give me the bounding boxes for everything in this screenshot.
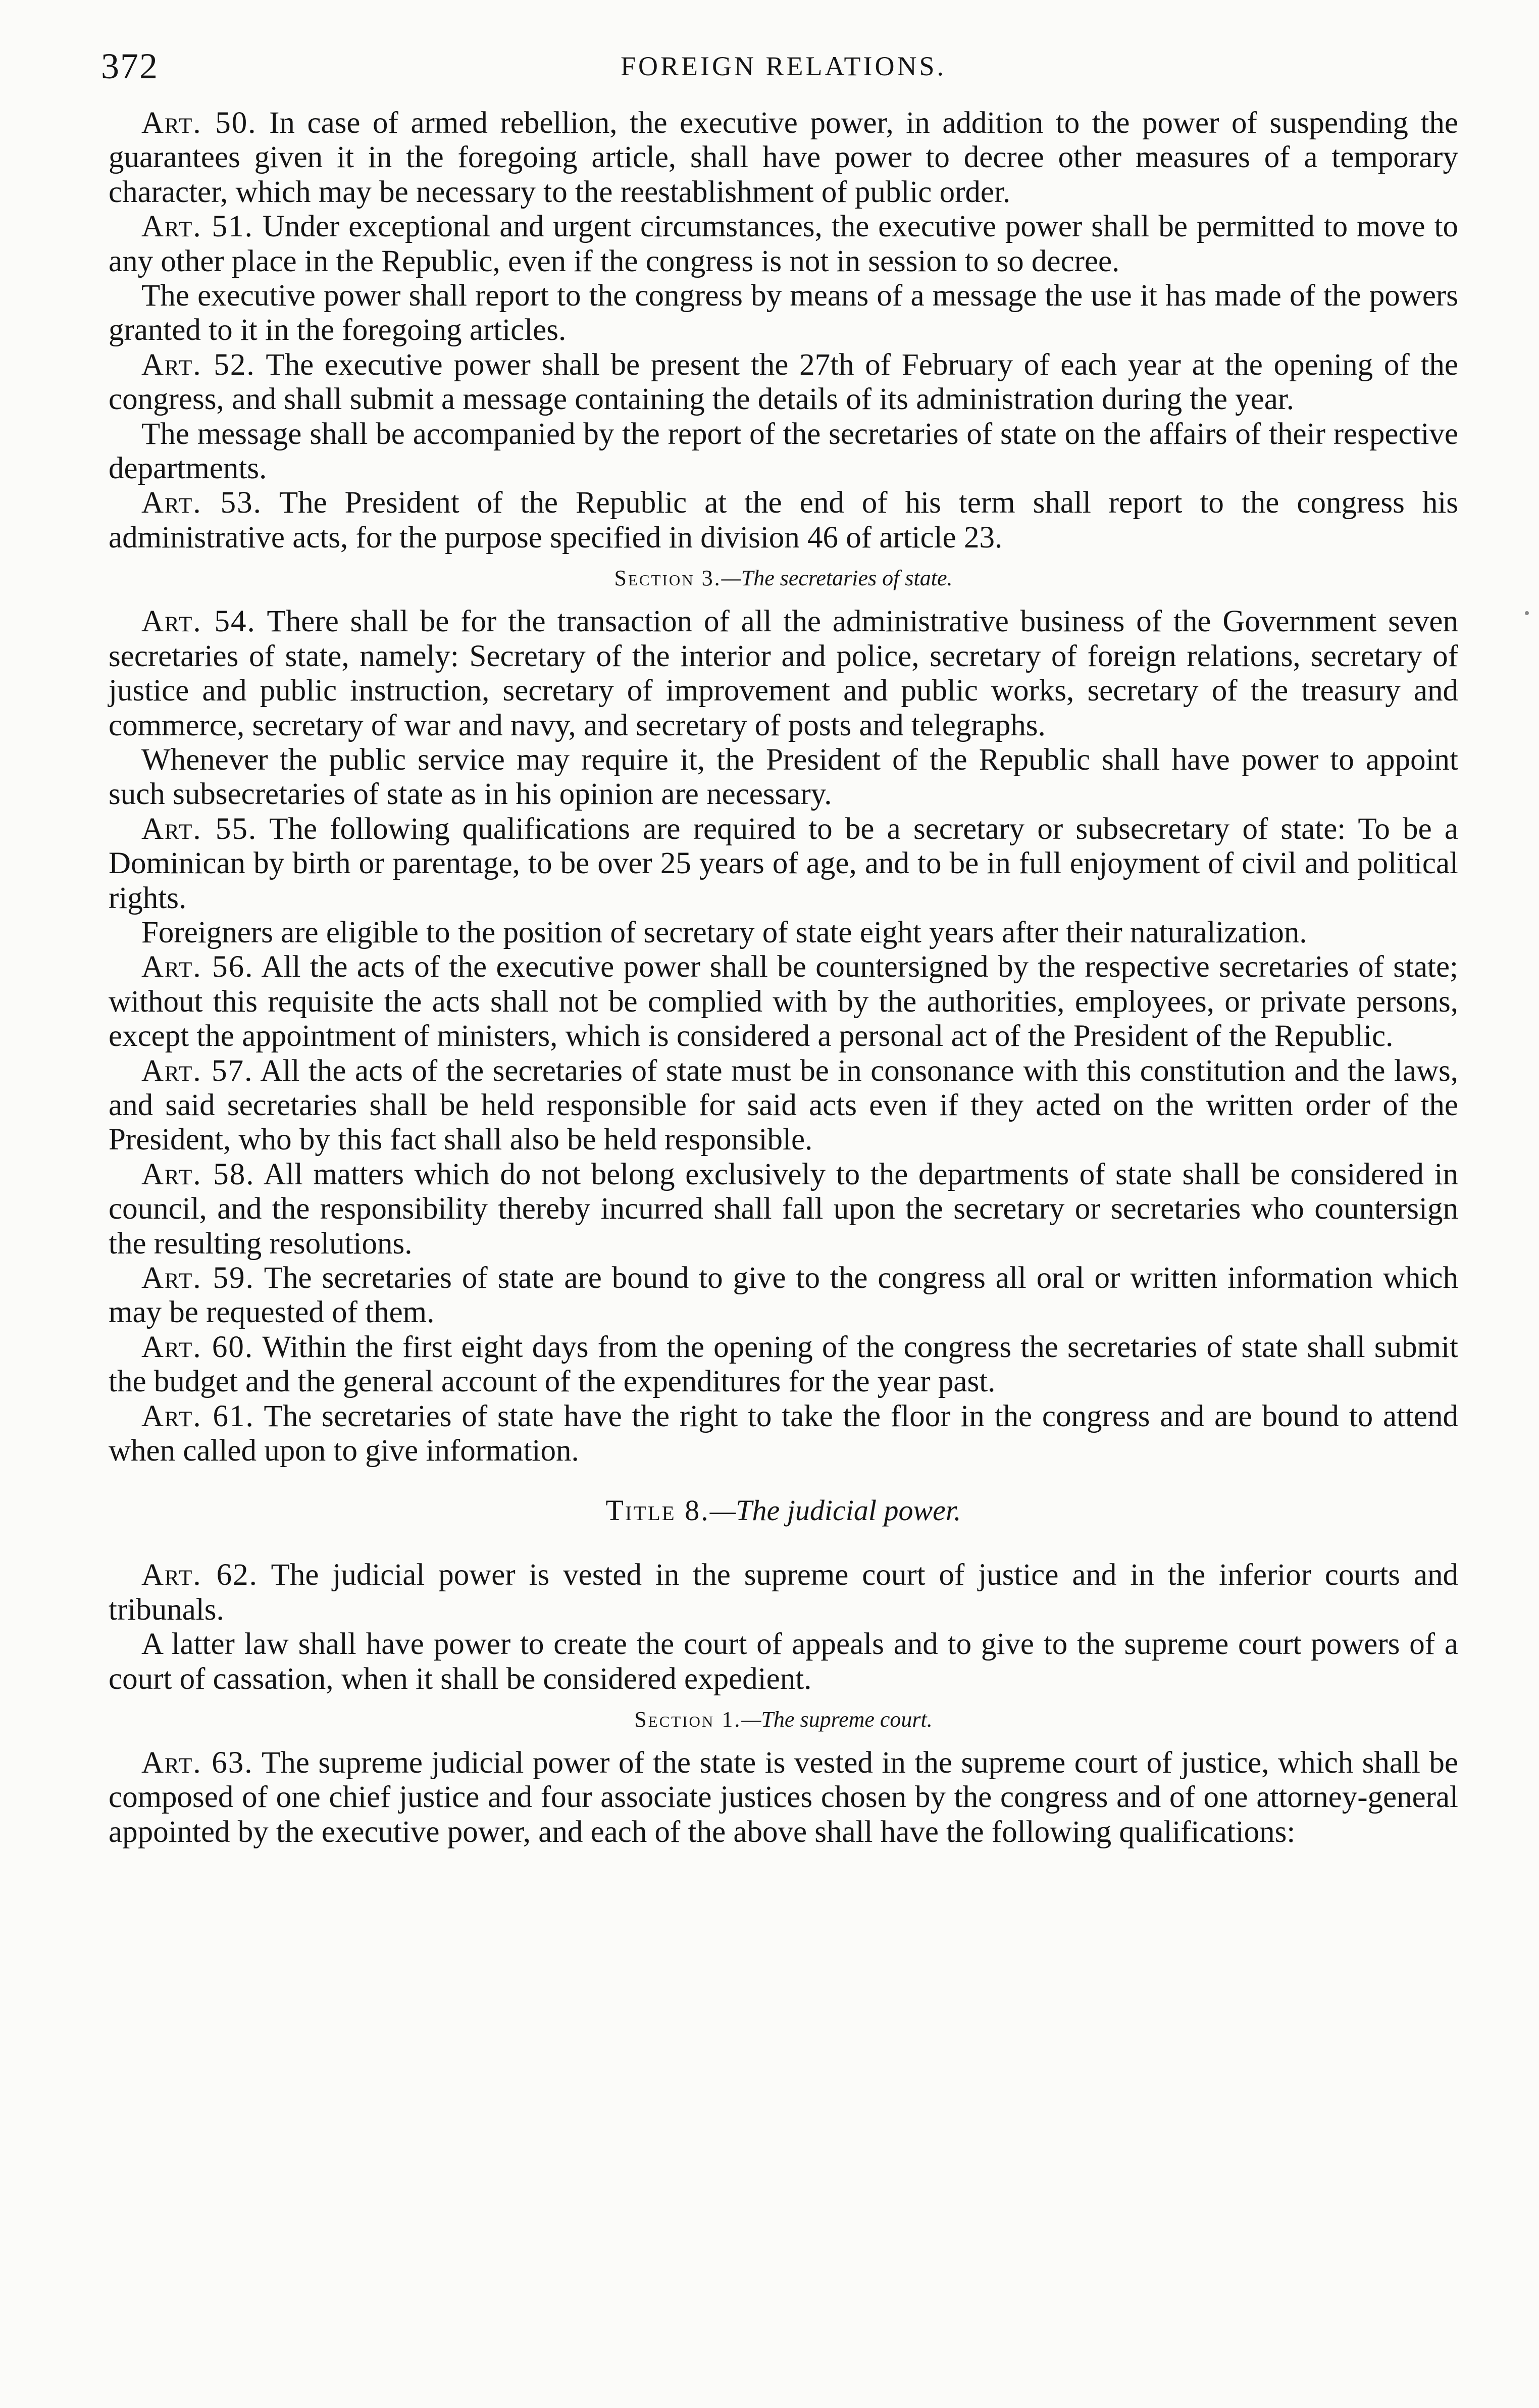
paragraph-text: A latter law shall have power to create the court of appeals and to give to the supreme court powers of a court of cassation, when it shall be considered expedient. xyxy=(109,1627,1458,1696)
section-name: —The supreme court. xyxy=(741,1707,933,1732)
article-label: Art. 61. xyxy=(141,1399,254,1433)
paragraph-art-53 xyxy=(109,486,1458,555)
paragraph-text: The secretaries of state are bound to give to the congress all oral or written information which may be requested of them. xyxy=(109,1261,1458,1330)
paragraph-text: Under exceptional and urgent circumstances, the executive power shall be permitted to move to any other place in the Republic, even if the congress is not in session to so decree. xyxy=(109,210,1458,278)
page-header xyxy=(101,45,1458,106)
paragraph-text: There shall be for the transaction of all the administrative business of the Government seven secretaries of state, namely: Secretary of the interior and police, secretary of foreign relations, secretary of justice and public instruction, secretary of improvement and public works, secretary of the treasury and commerce, secretary of war and navy, and secretary of posts and telegraphs. xyxy=(109,605,1458,742)
title-heading-8 xyxy=(109,1468,1458,1558)
paragraph-art-55 xyxy=(109,812,1458,916)
paragraph-text: The executive power shall be present the 27th of February of each year at the opening of the congress, and shall submit a message containing the details of its administration during the year. xyxy=(109,347,1458,417)
paragraph-text: The secretaries of state have the right to take the floor in the congress and are bound to attend when called upon to give information. xyxy=(109,1399,1459,1468)
ink-speck-mark xyxy=(1525,611,1529,615)
paragraph-art-63 xyxy=(109,1746,1458,1849)
article-label: Art. 51. xyxy=(141,210,253,244)
article-label: Art. 55. xyxy=(141,812,258,846)
paragraph-art-50 xyxy=(109,106,1458,210)
paragraph-art-54-cont xyxy=(109,743,1458,812)
running-title: FOREIGN RELATIONS. xyxy=(620,51,946,81)
article-label: Art. 58. xyxy=(141,1157,255,1191)
section-heading-1 xyxy=(109,1696,1458,1746)
body-text xyxy=(109,106,1458,1849)
paragraph-art-57 xyxy=(109,1054,1458,1158)
title-label: Title 8. xyxy=(605,1494,710,1527)
paragraph-art-52 xyxy=(109,348,1458,417)
paragraph-art-61 xyxy=(109,1399,1458,1469)
paragraph-art-56 xyxy=(109,950,1458,1054)
paragraph-text: All the acts of the secretaries of state must be in consonance with this constitution and the laws, and said secretaries shall be held responsible for said acts even if they acted on the written order of the President, who by this fact shall also be held responsible. xyxy=(109,1054,1458,1157)
article-label: Art. 56. xyxy=(141,950,254,984)
paragraph-art-58 xyxy=(109,1158,1458,1261)
title-name: —The judicial power. xyxy=(709,1494,961,1527)
paragraph-text: The executive power shall report to the congress by means of a message the use it has made of the powers granted to it in the foregoing articles. xyxy=(109,279,1458,347)
section-heading-3 xyxy=(109,555,1458,605)
paragraph-text: In case of armed rebellion, the executive power, in addition to the power of suspending the guarantees given it in the foregoing article, shall have power to decree other measures of a temporary character, which may be necessary to the reestablishment of public order. xyxy=(109,106,1459,209)
paragraph-art-62 xyxy=(109,1558,1458,1627)
article-label: Art. 53. xyxy=(141,486,262,520)
section-label: Section 1. xyxy=(634,1707,742,1732)
paragraph-art-62-cont xyxy=(109,1627,1458,1696)
article-label: Art. 54. xyxy=(141,605,256,639)
section-name: —The secretaries of state. xyxy=(721,566,953,591)
paragraph-text: The following qualifications are required to be a secretary or subsecretary of state: To be a Dominican by birth or parentage, to be over 25 years of age, and to be in full enjoyment of civil and political rights. xyxy=(109,812,1458,915)
article-label: Art. 57. xyxy=(141,1054,253,1088)
article-label: Art. 50. xyxy=(141,106,257,140)
article-label: Art. 60. xyxy=(141,1330,254,1364)
section-label: Section 3. xyxy=(614,566,722,591)
paragraph-text: The President of the Republic at the end of his term shall report to the congress his administrative acts, for the purpose specified in division 46 of article 23. xyxy=(109,486,1459,555)
paragraph-text: The supreme judicial power of the state is vested in the supreme court of justice, which shall be composed of one chief justice and four associate justices chosen by the congress and of one attorney-general appointed by the executive power, and each of the above shall have the following qualifications: xyxy=(109,1746,1459,1849)
paragraph-art-51-cont xyxy=(109,279,1458,348)
paragraph-art-55-cont xyxy=(109,916,1458,950)
paragraph-text: The message shall be accompanied by the report of the secretaries of state on the affairs of their respective departments. xyxy=(109,417,1458,486)
paragraph-text: All the acts of the executive power shall be countersigned by the respective secretaries of state; without this requisite the acts shall not be complied with by the authorities, employees, or private persons, except the appointment of ministers, which is considered a personal act of the President of the Republic. xyxy=(109,950,1458,1054)
article-label: Art. 63. xyxy=(141,1746,253,1780)
page-number: 372 xyxy=(101,46,159,86)
paragraph-text: The judicial power is vested in the supreme court of justice and in the inferior courts and tribunals. xyxy=(109,1558,1458,1627)
paragraph-text: Foreigners are eligible to the position of secretary of state eight years after their naturalization. xyxy=(141,915,1307,949)
article-label: Art. 52. xyxy=(141,347,255,382)
paragraph-art-59 xyxy=(109,1261,1458,1330)
paragraph-art-51 xyxy=(109,210,1458,279)
paragraph-text: All matters which do not belong exclusively to the departments of state shall be considered in council, and the responsibility thereby incurred shall fall upon the secretary or secretaries who countersign the resulting resolutions. xyxy=(109,1157,1458,1261)
article-label: Art. 62. xyxy=(141,1558,258,1592)
paragraph-art-60 xyxy=(109,1330,1458,1399)
paragraph-text: Within the first eight days from the opening of the congress the secretaries of state shall submit the budget and the general account of the expenditures for the year past. xyxy=(109,1330,1458,1399)
paragraph-art-52-cont xyxy=(109,417,1458,486)
paragraph-art-54 xyxy=(109,605,1458,743)
article-label: Art. 59. xyxy=(141,1261,254,1295)
paragraph-text: Whenever the public service may require it, the President of the Republic shall have power to appoint such subsecretaries of state as in his opinion are necessary. xyxy=(109,742,1458,812)
